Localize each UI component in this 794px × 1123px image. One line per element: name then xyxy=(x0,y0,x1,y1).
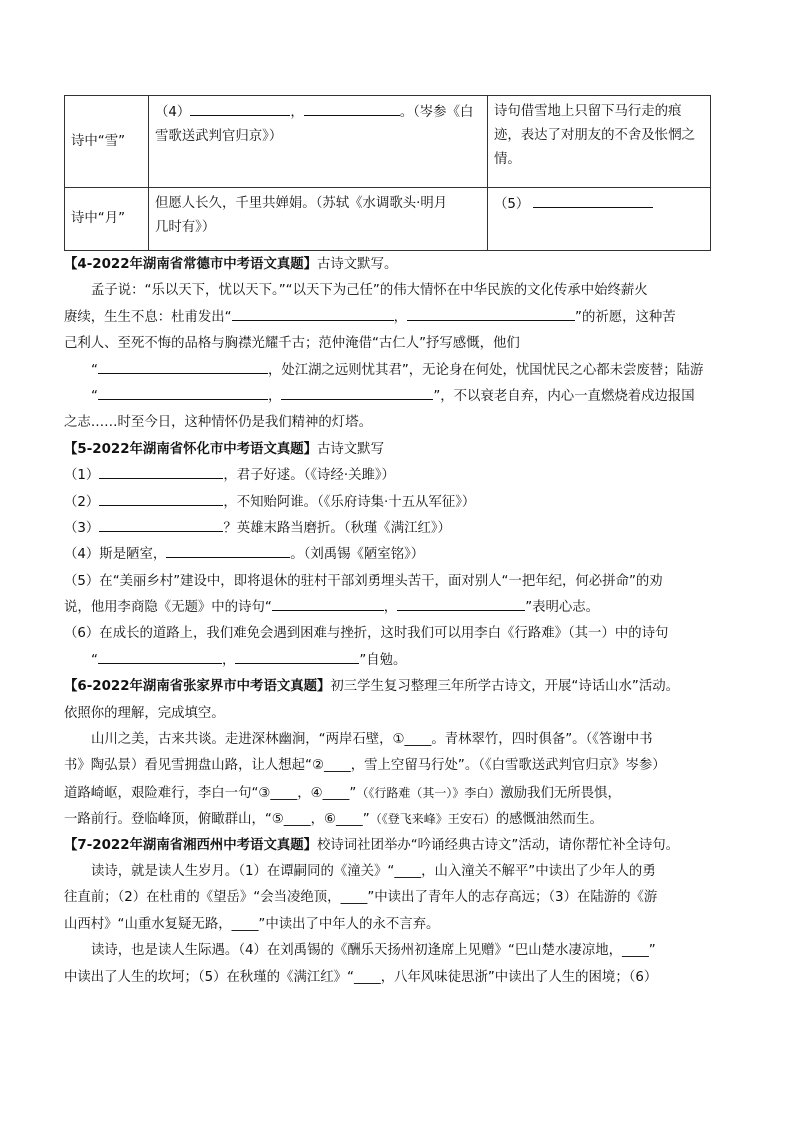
poem-source: 雪歌送武判官归京》） xyxy=(155,129,283,144)
question-6-heading: 【6-2022年湖南省张家界市中考语文真题】初三学生复习整理三年所学古诗文，开展“诗话山水”活动。 xyxy=(64,679,680,695)
moon-analysis-cell xyxy=(488,188,711,251)
question-title: 【4-2022年湖南省常德市中考语文真题】 xyxy=(64,257,318,272)
fill-blank[interactable] xyxy=(235,648,359,664)
fill-blank[interactable] xyxy=(98,358,268,374)
question-7-heading: 【7-2022年湖南省湘西州中考语文真题】校诗词社团举办“吟诵经典古诗文”活动，请你帮忙补全诗句。 xyxy=(64,837,680,853)
fill-blank[interactable] xyxy=(281,384,433,400)
item-number: （4） xyxy=(155,105,191,120)
question-5-heading: 【5-2022年湖南省怀化市中考语文真题】古诗文默写 xyxy=(64,441,384,457)
question-4-heading: 【4-2022年湖南省常德市中考语文真题】古诗文默写。 xyxy=(64,257,398,272)
row-label-snow: 诗中“雪” xyxy=(65,96,149,188)
fill-blank[interactable] xyxy=(98,648,222,664)
question-title: 【5-2022年湖南省怀化市中考语文真题】 xyxy=(64,441,318,457)
fill-blank[interactable] xyxy=(99,463,223,479)
question-title: 【6-2022年湖南省张家界市中考语文真题】 xyxy=(64,679,331,695)
fill-blank[interactable] xyxy=(190,100,290,116)
table-row xyxy=(65,96,711,188)
row-label-moon: 诗中“月” xyxy=(65,188,149,251)
fill-blank[interactable] xyxy=(407,305,575,321)
table-row xyxy=(65,188,711,251)
fill-blank[interactable] xyxy=(98,384,268,400)
fill-blank[interactable] xyxy=(304,100,400,116)
moon-poem-cell: 但愿人长久，千里共婵娟。（苏轼《水调歌头·明月 几时有》） xyxy=(149,188,488,251)
item-number: （5） xyxy=(494,197,530,212)
fill-blank[interactable] xyxy=(272,595,384,611)
poetry-table xyxy=(64,95,711,251)
fill-blank[interactable] xyxy=(232,305,394,321)
fill-blank[interactable] xyxy=(166,542,290,558)
question-title: 【7-2022年湖南省湘西州中考语文真题】 xyxy=(64,837,318,853)
snow-analysis-cell: 诗句借雪地上只留下马行走的痕 迹，表达了对朋友的不舍及怅惘之 情。 xyxy=(488,96,711,188)
snow-poem-cell: （4） ， 。（岑参《白 雪歌送武判官归京》） xyxy=(149,96,488,188)
questions: 【4-2022年湖南省常德市中考语文真题】古诗文默写。 孟子说：“乐以天下，忧以天下。”“以天下为己任”的伟大情怀在中华民族的文化传承中始终薪火 赓续，生生不息：杜甫发出“ ， ”的祈愿，这种苦 己利人、至死不悔的品格与胸襟光耀千古；范仲淹借“古仁人”抒写感慨，他们 “ ，处江湖之远则忧其君”，无论身在何处，忧国忧民之心都未尝废替；陆游 “ ， ”，不以衰老自弃，内心一直燃烧着戍边报国 之志……时至今日，这种情怀仍是我们精神的灯塔。 【5-2022年湖南省怀化市中考语文真题】古诗文默写 （1） ，君子好逑。（《诗经·关雎》） （2） ，不知贻阿谁。（《乐府诗集·十五从军征》） （3） ？英雄末路当磨折。（秋瑾《满江红》） （4）斯是陋室， 。（刘禹锡《陋室铭》） （5）在“美丽乡村”建设中，即将退休的驻村干部刘勇埋头苦干，面对别人“一把年纪，何必拼命”的劝 说，他用李商隐《无题》中的诗句“ ， ”表明心志。 （6）在成长的道路上，我们难免会遇到困难与挫折，这时我们可以用李白《行路难》（其一）中的诗句 “ ， ”自勉。 【6-2022年湖南省张家界市中考语文真题】初三学生复习整理三年所学古诗文，开展“诗话山水”活动。 依照你的理解，完成填空。 山川之美，古来共谈。走进深林幽涧，“两岸石壁，①____。青林翠竹，四时俱备”。（《答谢中书 书》陶弘景）看见雪拥盘山路，让人想起“②____，雪上空留马行处”。（《白雪歌送武判官归京》岑参） 道路崎岖，艰险难行，李白一句“③____，④____”（《行路难（其一）》李白）激励我们无所畏惧， 一路前行。登临峰顶，俯瞰群山，“⑤____，⑥____”（《登飞来峰》王安石）的感慨油然而生。 【7-2022年湖南省湘西州中考语文真题】校诗词社团举办“吟诵经典古诗文”活动，请你帮忙补全诗句。 读诗，就是读人生岁月。（1）在谭嗣同的《潼关》“____，山入潼关不解平”中读出了少年人的勇 往直前；（2）在杜甫的《望岳》“会当凌绝顶，____”中读出了青年人的志存高远；（3）在陆游的《游 山西村》“山重水复疑无路，____”中读出了中年人的永不言弃。 读诗，也是读人生际遇。（4）在刘禹锡的《酬乐天扬州初逢席上见赠》“巴山楚水凄凉地，____” 中读出了人生的坎坷；（5）在秋瑾的《满江红》“____，八年风味徒思浙”中读出了人生的困境；（6） xyxy=(64,252,712,991)
fill-blank[interactable] xyxy=(99,490,223,506)
fill-blank[interactable] xyxy=(99,516,223,532)
fill-blank[interactable] xyxy=(397,595,525,611)
fill-blank[interactable] xyxy=(533,192,653,208)
